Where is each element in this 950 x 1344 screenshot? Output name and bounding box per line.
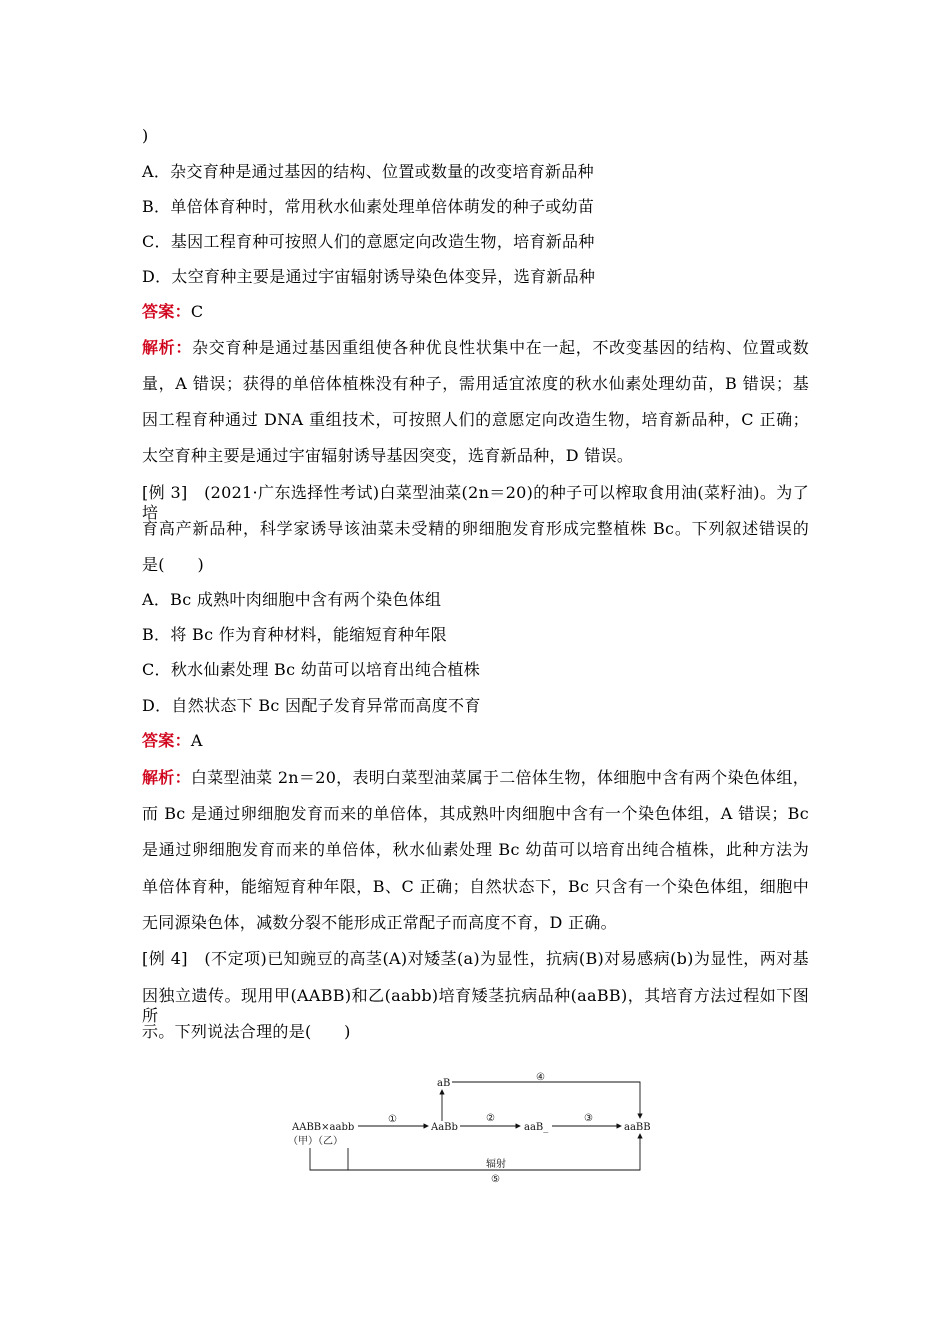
q3-answer-value: A (190, 731, 203, 750)
q4-stem-line-3: 示。下列说法合理的是( ) (142, 1022, 351, 1041)
parent-names-label: （甲）（乙） (288, 1136, 343, 1147)
q3-stem-line-2: 育高产新品种，科学家诱导该油菜未受精的卵细胞发育形成完整植株 Bc。下列叙述错误的 (142, 519, 809, 538)
q3-analysis-line-5: 无同源染色体，减数分裂不能形成正常配子而高度不育，D 正确。 (142, 913, 617, 932)
step-1-marker: ① (388, 1114, 397, 1125)
q2-option-c: C．基因工程育种可按照人们的意愿定向改造生物，培育新品种 (142, 232, 595, 251)
q3-analysis-label: 解析： (142, 768, 191, 787)
q3-stem-line-1: [例 3] (2021·广东选择性考试)白菜型油菜(2n＝20)的种子可以榨取食用油(菜籽油)。为了培 (142, 483, 809, 522)
q3-analysis-line-4: 单倍体育种，能缩短育种年限，B、C 正确；自然状态下，Bc 只含有一个染色体组，细胞中 (142, 877, 809, 896)
arrow-step-5 (310, 1134, 640, 1170)
q2-option-b: B．单倍体育种时，常用秋水仙素处理单倍体萌发的种子或幼苗 (142, 197, 595, 216)
aB-label: aB (437, 1078, 451, 1089)
step-2-marker: ② (486, 1113, 495, 1124)
q3-option-b: B．将 Bc 作为育种材料，能缩短育种年限 (142, 625, 447, 644)
q2-analysis-label: 解析： (142, 338, 193, 357)
AaBb-label: AaBb (431, 1122, 458, 1133)
q3-analysis-line-2: 而 Bc 是通过卵细胞发育而来的单倍体，其成熟叶肉细胞中含有一个染色体组，A 错误；Bc (142, 804, 809, 823)
q3-option-c: C．秋水仙素处理 Bc 幼苗可以培育出纯合植株 (142, 660, 481, 679)
q3-option-a: A．Bc 成熟叶肉细胞中含有两个染色体组 (142, 590, 442, 609)
q3-answer-label: 答案： (142, 731, 191, 750)
q3-analysis-line-3: 是通过卵细胞发育而来的单倍体，秋水仙素处理 Bc 幼苗可以培育出纯合植株，此种方法为 (142, 840, 809, 859)
q4-stem-line-2: 因独立遗传。现用甲(AABB)和乙(aabb)培育矮茎抗病品种(aaBB)，其培育方法过程如下图所 (142, 986, 809, 1025)
q2-stem-tail: ) (142, 126, 149, 145)
radiation-label: 辐射 (486, 1159, 506, 1170)
q2-analysis-line-2: 量，A 错误；获得的单倍体植株没有种子，需用适宜浓度的秋水仙素处理幼苗，B 错误；基 (142, 374, 809, 393)
arrow-step-4 (452, 1082, 640, 1118)
aaB-label: aaB_ (524, 1122, 549, 1133)
step-3-marker: ③ (584, 1113, 593, 1124)
q2-option-a: A．杂交育种是通过基因的结构、位置或数量的改变培育新品种 (142, 162, 594, 181)
q2-analysis-line-1 (142, 338, 809, 358)
q4-stem-line-1: [例 4] (不定项)已知豌豆的高茎(A)对矮茎(a)为显性，抗病(B)对易感病(b)为显性，两对基 (142, 949, 809, 968)
parents-label: AABB×aabb (292, 1122, 355, 1133)
q3-stem-line-3: 是( ) (142, 555, 204, 574)
q3-answer (142, 731, 203, 751)
step-5-marker: ⑤ (491, 1174, 500, 1185)
q2-option-d: D．太空育种主要是通过宇宙辐射诱导染色体变异，选育新品种 (142, 267, 596, 286)
q2-analysis-line-3: 因工程育种通过 DNA 重组技术，可按照人们的意愿定向改造生物，培育新品种，C 正确； (142, 410, 809, 429)
q3-analysis-line-1 (142, 768, 809, 788)
q2-answer-value: C (190, 302, 204, 321)
aaBB-label: aaBB (624, 1122, 651, 1133)
q2-analysis-text-1: 杂交育种是通过基因重组使各种优良性状集中在一起，不改变基因的结构、位置或数 (192, 338, 809, 357)
q3-option-d: D．自然状态下 Bc 因配子发育异常而高度不育 (142, 696, 481, 715)
breeding-process-diagram (288, 1066, 660, 1190)
step-4-marker: ④ (536, 1072, 545, 1083)
q3-analysis-text-1: 白菜型油菜 2n＝20，表明白菜型油菜属于二倍体生物，体细胞中含有两个染色体组， (190, 768, 809, 787)
q2-answer-label: 答案： (142, 302, 191, 321)
q2-answer (142, 302, 203, 322)
q2-analysis-line-4: 太空育种主要是通过宇宙辐射诱导基因突变，选育新品种，D 错误。 (142, 446, 634, 465)
